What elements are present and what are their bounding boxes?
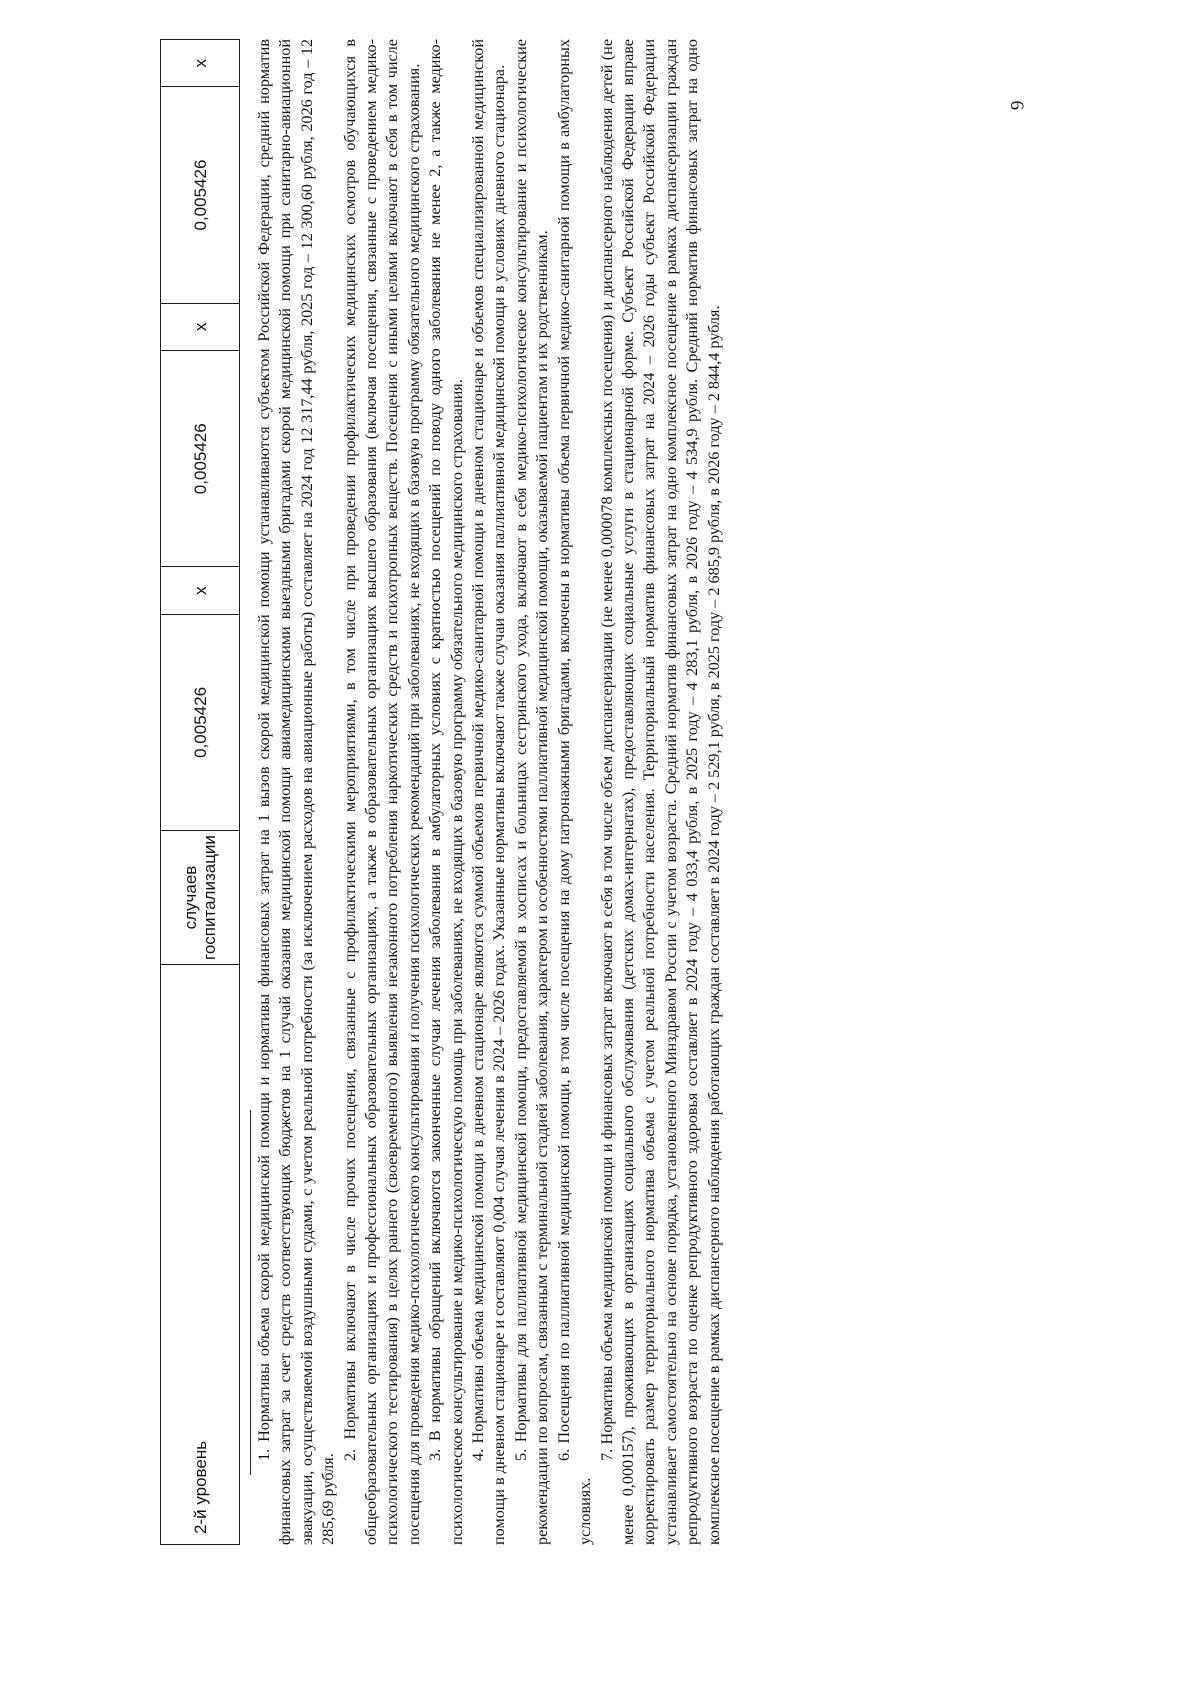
footnotes [254,39,725,1545]
footnote-3: 3. В нормативы обращений включаются законченные случаи лечения заболевания в амбулаторных условиях с кратностью посещений по поводу одного заболевания не менее 2, а также медико-психологическое консультирование и медико-психологическую помощь при заболеваниях, не входящих в базовую программу обязательного медицинского страхования. [426,39,466,1545]
table-cell: х [161,303,240,350]
footnote-2: 2. Нормативы включают в числе прочих посещения, связанные с профилактическими мероприятиями, в том числе при проведении профилактических медицинских осмотров обучающихся в общеобразовательных организациях и профессиональных образовательных организациях, а также в образовательных организациях высшего образования (включая посещения, связанные с проведением медико-психологического тестирования) в целях раннего (своевременного) выявления незаконного потребления наркотических средств и психотропных веществ. Посещения с иными целями включают в себя в том числе посещения для проведения медико-психологического консультирования и получения психологических рекомендаций при заболеваниях, не входящих в базовую программу обязательного медицинского страхования. [340,39,423,1545]
page-number: 6 [1006,100,1027,110]
footnote-5: 5. Нормативы для паллиативной медицинской помощи, предоставляемой в хосписах и больницах сестринского ухода, включают в себя медико-психологическое консультирование и психологические рекомендации по вопросам, связанным с терминальной стадией заболевания, характером и особенностями паллиативной медицинской помощи, оказываемой пациентам и их родственникам. [511,39,552,1545]
table-cell-unit: случаев госпитализации [161,831,240,965]
rotated-content [160,35,1040,1545]
table-row [161,40,240,1545]
norms-table [160,39,240,1545]
table-cell: х [161,567,240,614]
table-cell: х [161,40,240,87]
footnote-7: 7. Нормативы объема медицинской помощи и финансовых затрат включают в себя в том числе объем диспансеризации (не менее 0,000078 комплексных посещения) и диспансерного наблюдения детей (не менее 0,000157), проживающих в организациях социального обслуживания (детских домах-интернатах), предоставляющих социальные услуги в стационарной форме. Субъект Российской Федерации вправе корректировать размер территориального норматива объема с учетом реальной потребности населения. Территориальный норматив финансовых затрат на 2024 – 2026 годы субъект Российской Федерации устанавливает самостоятельно на основе порядка, установленного Минздравом России с учетом возраста. Средний норматив финансовых затрат на одно комплексное посещение в рамках диспансеризации граждан репродуктивного возраста по оценке репродуктивного здоровья составляет в 2024 году – 4 033,4 рубля, в 2025 году – 4 283,1 рубля, в 2026 году – 4 534,9 рубля. Средний норматив финансовых затрат на одно комплексное посещение в рамках диспансерного наблюдения работающих граждан составляет в 2024 году – 2 529,1 рубля, в 2025 году – 2 685,9 рубля, в 2026 году – 2 844,4 рубля. [597,39,723,1545]
table-cell: 0,005426 [161,614,240,830]
footnote-6: 6. Посещения по паллиативной медицинской помощи, в том числе посещения на дому патронажными бригадами, включены в нормативы объема первичной медико-санитарной помощи в амбулаторных условиях. [554,39,595,1545]
footnote-separator [250,1110,251,1475]
footnote-4: 4. Нормативы объема медицинской помощи в дневном стационаре являются суммой объемов первичной медико-санитарной помощи в дневном стационаре и объемов специализированной медицинской помощи в дневном стационаре и составляют 0,004 случая лечения в 2024 – 2026 годах. Указанные нормативы включают также случаи оказания паллиативной медицинской помощи в условиях дневного стационара. [469,39,509,1545]
table-cell-level: 2-й уровень [161,965,240,1545]
footnote-1: 1. Нормативы объема скорой медицинской помощи и нормативы финансовых затрат на 1 вызов скорой медицинской помощи устанавливаются субъектом Российской Федерации, средний норматив финансовых затрат за счет средств соответствующих бюджетов на 1 случай оказания медицинской помощи авиамедицинскими выездными бригадами скорой медицинской помощи при санитарно-авиационной эвакуации, осуществляемой воздушными судами, с учетом реальной потребности (за исключением расходов на авиационные работы) составляет на 2024 год 12 317,44 рубля, 2025 год – 12 300,60 рубля, 2026 год – 12 285,69 рубля. [255,39,338,1545]
table-cell: 0,005426 [161,351,240,567]
table-cell: 0,005426 [161,87,240,303]
